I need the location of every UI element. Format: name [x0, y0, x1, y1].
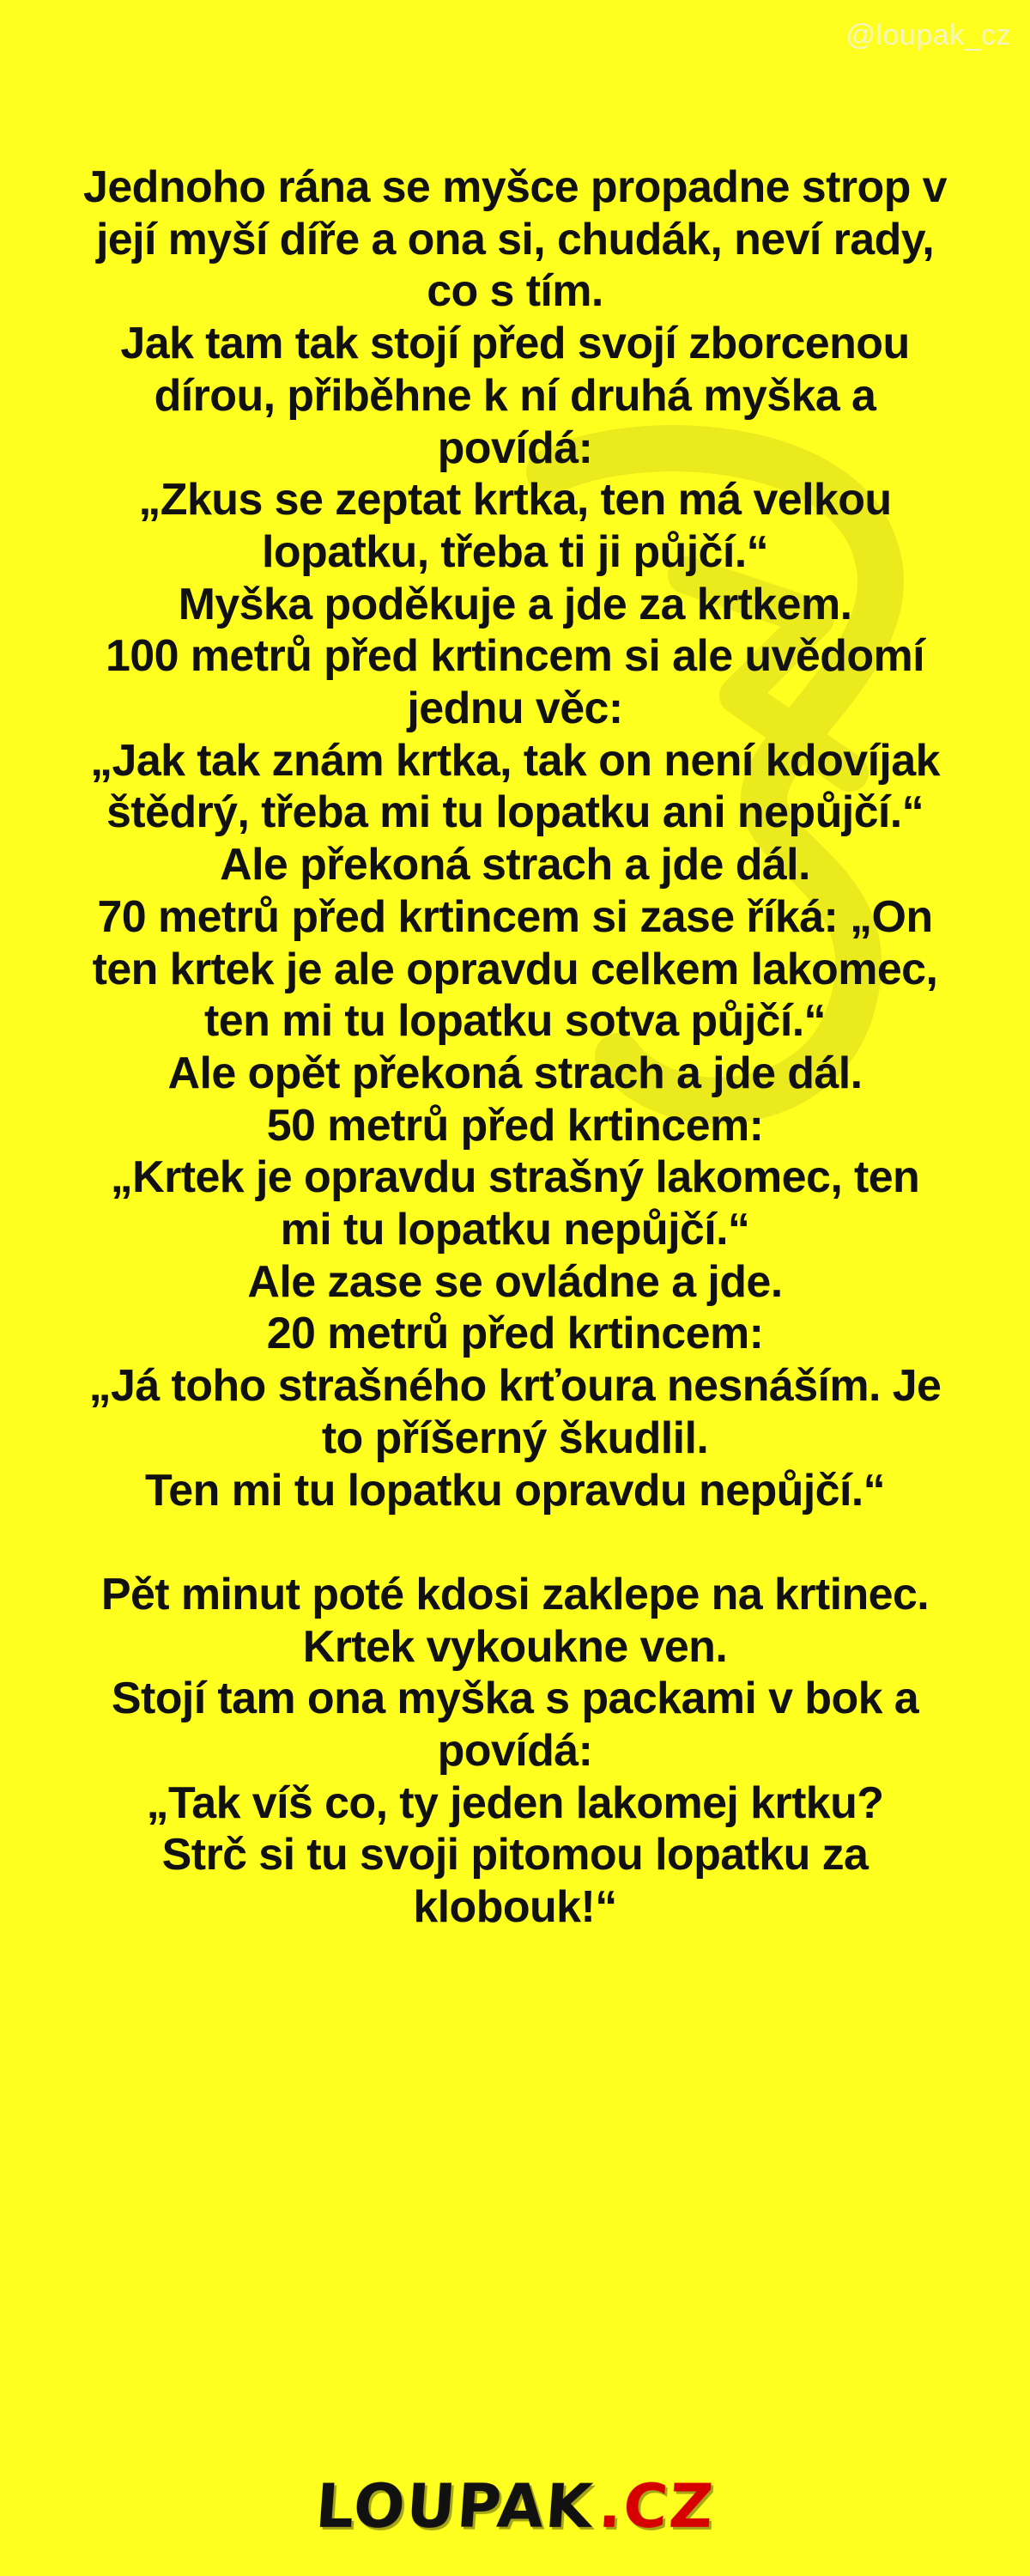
story-line: „Tak víš co, ty jeden lakomej krtku?: [146, 1777, 884, 1828]
watermark-text: @loupak_cz: [845, 19, 1011, 52]
story-line: lopatku, třeba ti ji půjčí.“: [262, 526, 768, 577]
brand-logo: [0, 2469, 1030, 2544]
story-line: „Já toho strašného krťoura nesnáším. Je: [88, 1361, 942, 1412]
story-text: [15, 161, 1015, 1934]
story-line: Stojí tam ona myška s packami v bok a: [111, 1674, 919, 1724]
logo-domain-text: .CZ: [596, 2471, 718, 2542]
story-line: ten krtek je ale opravdu celkem lakomec,: [92, 944, 938, 994]
story-line: 100 metrů před krtincem si ale uvědomí: [105, 631, 925, 682]
logo-wordmark: [312, 2471, 718, 2542]
story-line: Ale překoná strach a jde dál.: [220, 840, 810, 890]
story-line: Jak tam tak stojí před svojí zborcenou: [120, 319, 910, 369]
logo-main-text: LOUPAK: [312, 2471, 597, 2542]
story-line: Ale opět překoná strach a jde dál.: [167, 1048, 863, 1098]
story-line: povídá:: [437, 422, 593, 473]
story-line: 70 metrů před krtincem si zase říká: „On: [97, 891, 933, 942]
story-line: Ale zase se ovládne a jde.: [247, 1256, 783, 1307]
story-line: to příšerný škudlil.: [321, 1413, 709, 1463]
story-line: Myška poděkuje a jde za krtkem.: [178, 579, 852, 629]
story-line: dírou, přiběhne k ní druhá myška a: [154, 370, 876, 421]
story-line: co s tím.: [427, 266, 603, 317]
story-line: „Jak tak znám krtka, tak on není kdovíjak: [90, 735, 940, 786]
story-line: Strč si tu svoji pitomou lopatku za: [161, 1830, 869, 1880]
story-line: Krtek vykoukne ven.: [302, 1621, 728, 1672]
story-line: její myší díře a ona si, chudák, neví rady,: [95, 214, 935, 264]
story-line: Ten mi tu lopatku opravdu nepůjčí.“: [144, 1465, 886, 1516]
story-line: povídá:: [437, 1726, 593, 1777]
story-line: ten mi tu lopatku sotva půjčí.“: [204, 996, 826, 1047]
story-line: 20 metrů před krtincem:: [266, 1309, 764, 1359]
story-line: Pět minut poté kdosi zaklepe na krtinec.: [100, 1569, 930, 1619]
story-line: 50 metrů před krtincem:: [266, 1100, 764, 1151]
story-line: jednu věc:: [407, 683, 623, 734]
story-line: štědrý, třeba mi tu lopatku ani nepůjčí.“: [106, 787, 924, 838]
story-line: „Zkus se zeptat krtka, ten má velkou: [138, 475, 892, 526]
paragraph-gap: [15, 1516, 1015, 1569]
story-line: klobouk!“: [413, 1882, 617, 1933]
story-line: Jednoho rána se myšce propadne strop v: [83, 162, 947, 212]
story-line: mi tu lopatku nepůjčí.“: [280, 1205, 750, 1255]
story-line: „Krtek je opravdu strašný lakomec, ten: [110, 1152, 920, 1203]
